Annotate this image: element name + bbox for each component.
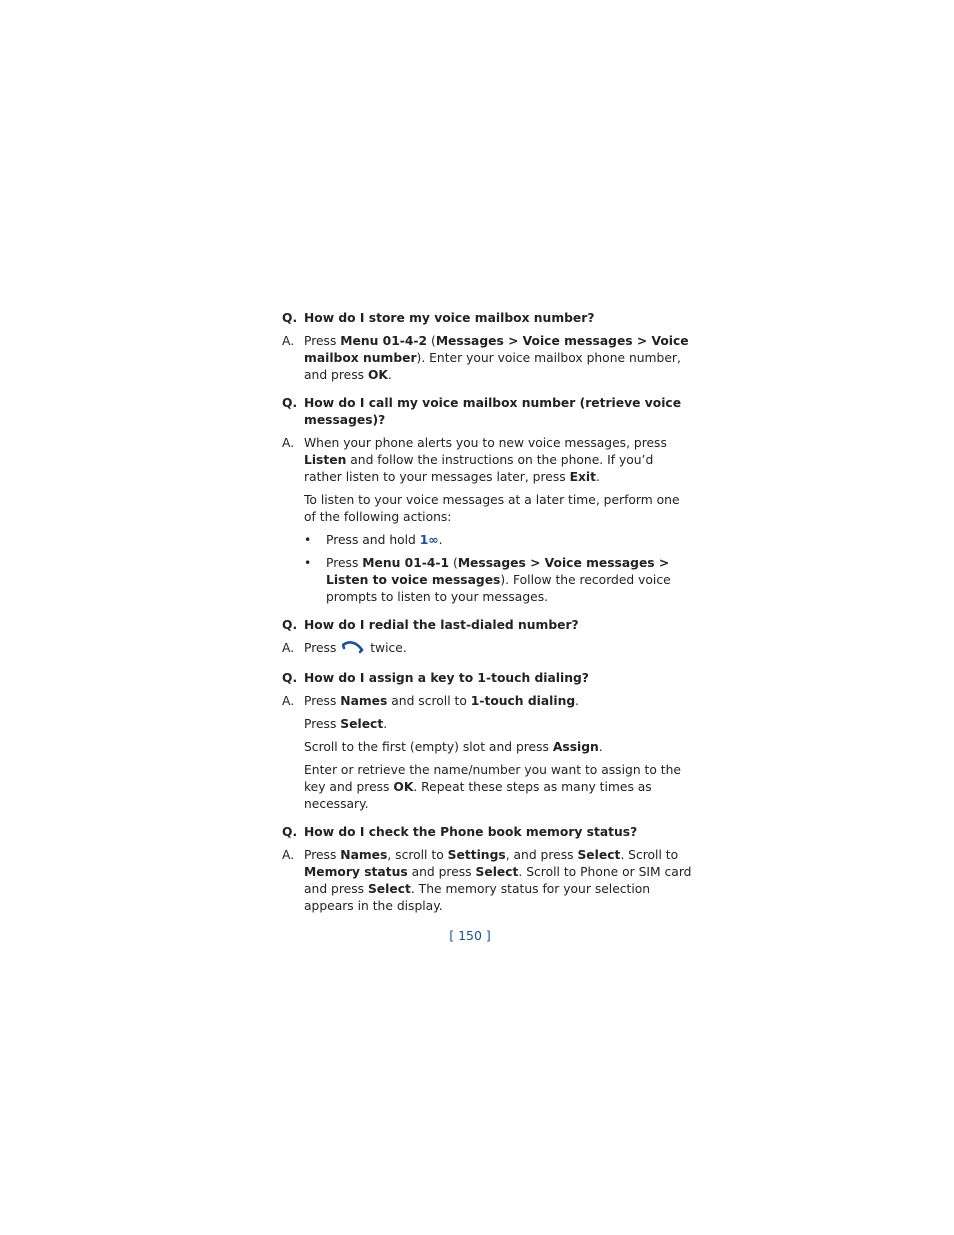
answer-store-mailbox bbox=[282, 333, 692, 384]
answer-step bbox=[304, 716, 692, 733]
key-label: OK bbox=[367, 368, 388, 382]
page-number: [ 150 ] bbox=[449, 928, 491, 943]
menu-path: Settings bbox=[447, 848, 506, 862]
answer-text: ). Enter your voice mailbox phone number, and press bbox=[304, 351, 681, 382]
answer-assign-key bbox=[282, 693, 692, 813]
key-label: Select bbox=[577, 848, 621, 862]
question-redial bbox=[282, 617, 692, 634]
answer-marker: A. bbox=[282, 694, 295, 708]
answer-text: Press bbox=[304, 694, 341, 708]
answer-marker: A. bbox=[282, 436, 295, 450]
key-label: Exit bbox=[569, 470, 596, 484]
bullet-text: ( bbox=[449, 556, 458, 570]
answer-text: , scroll to bbox=[387, 848, 448, 862]
answer-text: Press bbox=[304, 717, 341, 731]
question-text: How do I redial the last-dialed number? bbox=[304, 618, 579, 632]
bullet-text: ). Follow the recorded voice prompts to listen to your messages. bbox=[326, 573, 671, 604]
key-label: Listen bbox=[304, 453, 347, 467]
bullet-item bbox=[304, 555, 692, 606]
answer-text: and follow the instructions on the phone. If you’d rather listen to your messages later, press bbox=[304, 453, 654, 484]
question-marker: Q. bbox=[282, 311, 298, 325]
menu-path: 1-touch dialing bbox=[470, 694, 576, 708]
answer-memory-status bbox=[282, 847, 692, 915]
bullet-text: Press and hold bbox=[326, 533, 420, 547]
question-marker: Q. bbox=[282, 618, 298, 632]
one-voicemail-key-icon: 1∞ bbox=[419, 533, 439, 547]
answer-step bbox=[304, 739, 692, 756]
question-call-mailbox bbox=[282, 395, 692, 429]
question-text: How do I call my voice mailbox number (retrieve voice messages)? bbox=[304, 396, 682, 427]
question-memory-status bbox=[282, 824, 692, 841]
answer-text: Press bbox=[304, 641, 337, 655]
answer-text: ( bbox=[427, 334, 436, 348]
answer-text: . bbox=[598, 740, 603, 754]
key-label: Assign bbox=[552, 740, 599, 754]
question-text: How do I check the Phone book memory status? bbox=[304, 825, 638, 839]
answer-step bbox=[304, 762, 692, 813]
key-label: OK bbox=[393, 780, 414, 794]
answer-text: . bbox=[596, 470, 600, 484]
bullet-text: . bbox=[438, 533, 443, 547]
answer-marker: A. bbox=[282, 641, 295, 655]
menu-path: Memory status bbox=[304, 865, 408, 879]
question-marker: Q. bbox=[282, 825, 298, 839]
menu-path: Messages > Voice messages > Voice mailbox number bbox=[304, 334, 689, 365]
call-key-icon bbox=[342, 641, 364, 659]
answer-text: . The memory status for your selection appears in the display. bbox=[304, 882, 651, 913]
answer-paragraph bbox=[304, 435, 692, 486]
answer-text: . bbox=[387, 368, 392, 382]
key-label: Select bbox=[475, 865, 519, 879]
answer-text: twice. bbox=[370, 641, 407, 655]
answer-text: . Scroll to Phone or SIM card and press bbox=[304, 865, 692, 896]
answer-text: Press bbox=[304, 334, 341, 348]
answer-text: . Repeat these steps as many times as necessary. bbox=[304, 780, 652, 811]
answer-text: . bbox=[575, 694, 580, 708]
answer-text: and press bbox=[407, 865, 476, 879]
question-store-mailbox bbox=[282, 310, 692, 327]
answer-paragraph: To listen to your voice messages at a later time, perform one of the following actions: bbox=[304, 493, 680, 524]
question-assign-key bbox=[282, 670, 692, 687]
answer-marker: A. bbox=[282, 848, 295, 862]
answer-text: Enter or retrieve the name/number you want to assign to the key and press bbox=[304, 763, 681, 794]
answer-text: and scroll to bbox=[387, 694, 471, 708]
answer-text: Scroll to the first (empty) slot and press bbox=[304, 740, 553, 754]
key-label: Select bbox=[367, 882, 411, 896]
bullet-item bbox=[304, 532, 692, 549]
question-marker: Q. bbox=[282, 671, 298, 685]
key-label: Select bbox=[340, 717, 384, 731]
answer-text: . Scroll to bbox=[620, 848, 679, 862]
answer-text: Press bbox=[304, 848, 341, 862]
answer-text: , and press bbox=[505, 848, 578, 862]
question-text: How do I assign a key to 1-touch dialing? bbox=[304, 671, 589, 685]
bullet-marker: • bbox=[304, 556, 312, 570]
question-text: How do I store my voice mailbox number? bbox=[304, 311, 595, 325]
key-label: Names bbox=[340, 694, 388, 708]
faq-content bbox=[282, 310, 692, 926]
answer-marker: A. bbox=[282, 334, 295, 348]
bullet-marker: • bbox=[304, 533, 312, 547]
answer-text: When your phone alerts you to new voice messages, press bbox=[304, 436, 667, 450]
key-label: Names bbox=[340, 848, 388, 862]
answer-paragraph bbox=[304, 693, 692, 710]
answer-redial bbox=[282, 640, 692, 659]
menu-path: Menu 01-4-2 bbox=[340, 334, 428, 348]
answer-call-mailbox bbox=[282, 435, 692, 606]
bullet-text: Press bbox=[326, 556, 363, 570]
menu-path: Menu 01-4-1 bbox=[362, 556, 450, 570]
question-marker: Q. bbox=[282, 396, 298, 410]
answer-text: . bbox=[383, 717, 388, 731]
menu-path: Messages > Voice messages > Listen to voice messages bbox=[326, 556, 670, 587]
